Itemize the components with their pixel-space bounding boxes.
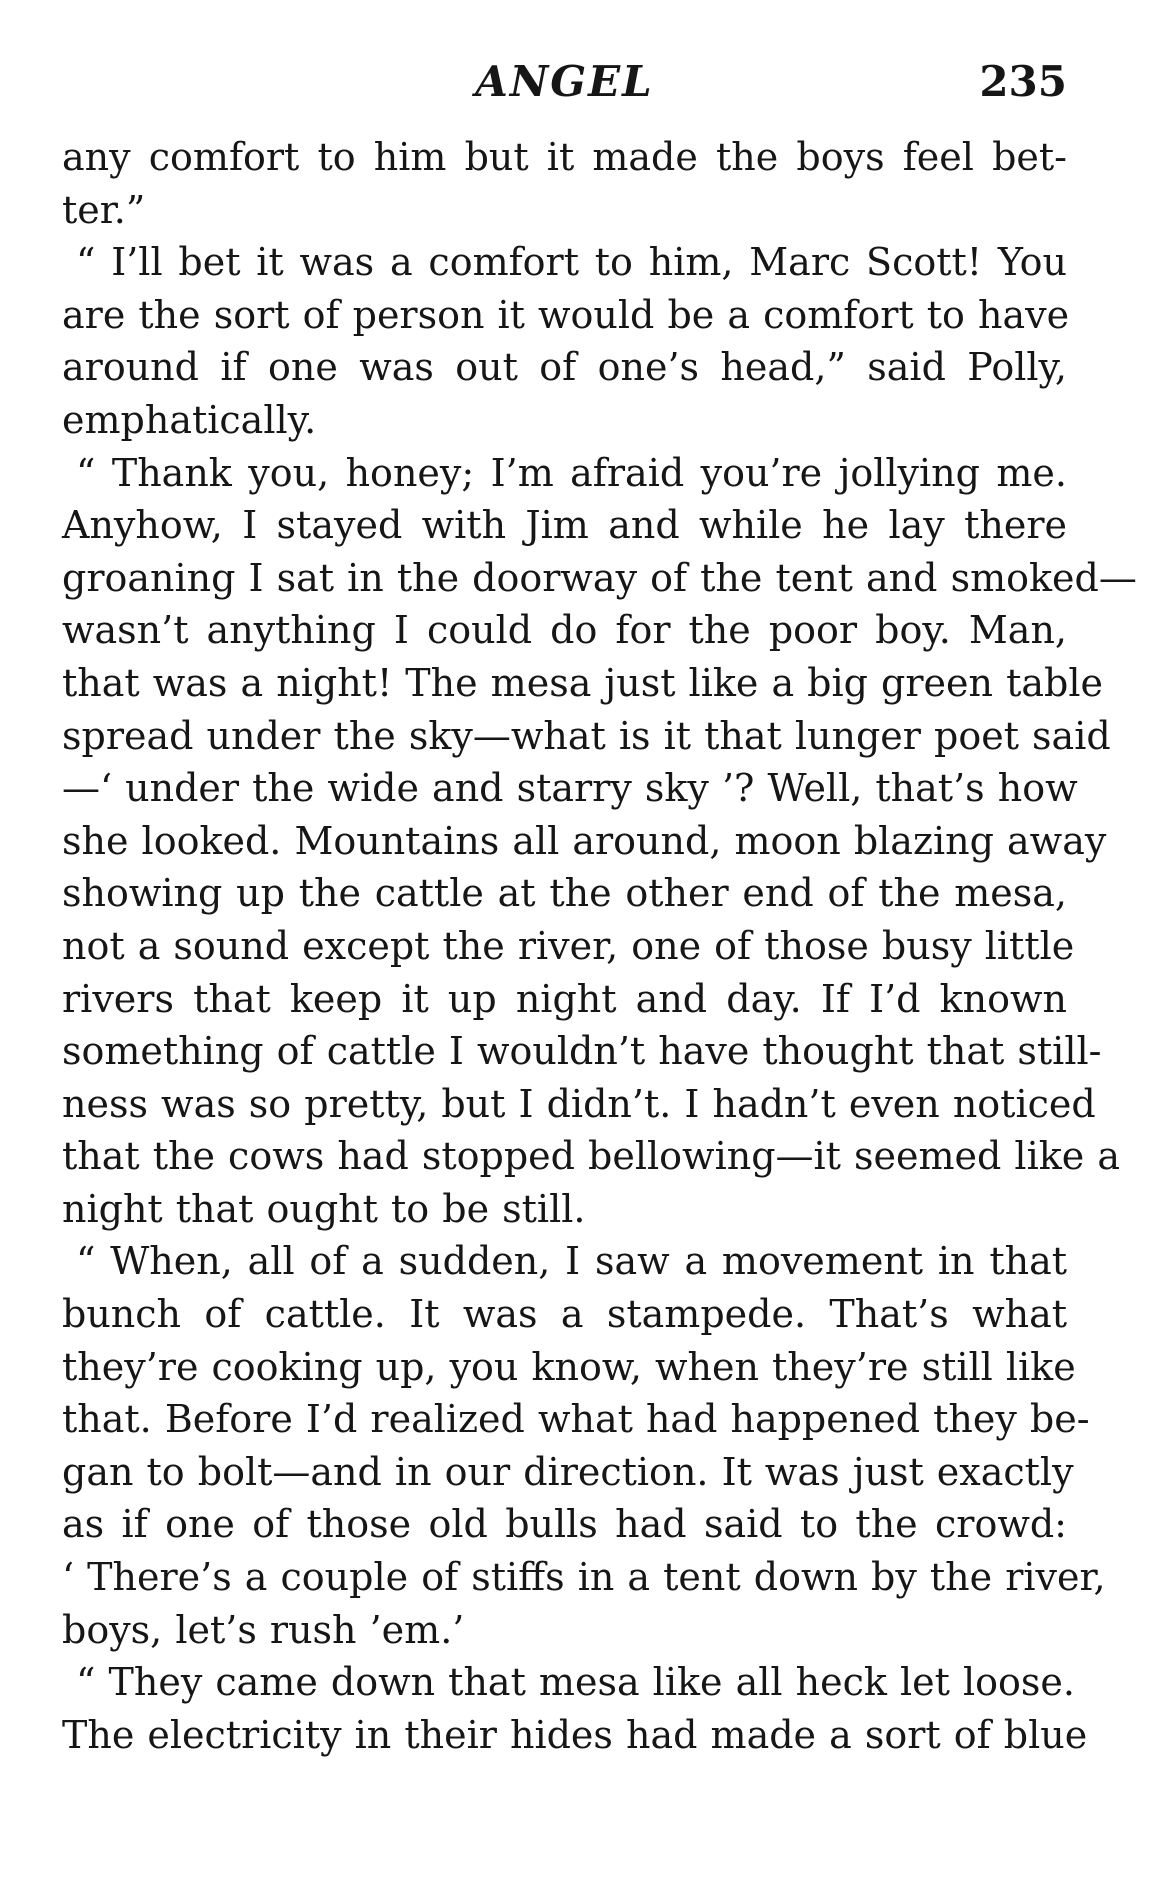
text-line: not a sound except the river, one of those busy little — [62, 923, 1075, 968]
text-line: gan to bolt—and in our direction. It was just exactly — [62, 1449, 1074, 1494]
text-line: groaning I sat in the doorway of the tent and smoked— — [62, 555, 1137, 600]
text-line: “ I’ll bet it was a comfort to him, Marc Scott! You — [76, 240, 1067, 285]
text-line: “ They came down that mesa like all heck let loose. — [76, 1660, 1075, 1705]
text-line: boys, let’s rush ’em.’ — [62, 1607, 465, 1652]
running-title: ANGEL — [475, 57, 654, 106]
text-line: bunch of cattle. It was a stampede. That’s what — [62, 1292, 1067, 1337]
text-line: around if one was out of one’s head,” said Polly, — [62, 345, 1067, 390]
text-line: that the cows had stopped bellowing—it seemed like a — [62, 1134, 1120, 1179]
text-line: emphatically. — [62, 397, 317, 442]
text-line: showing up the cattle at the other end of the mesa, — [62, 871, 1067, 916]
text-line: rivers that keep it up night and day. If I’d known — [62, 976, 1067, 1021]
page-number: 235 — [979, 57, 1067, 106]
text-line: any comfort to him but it made the boys feel bet- — [62, 135, 1067, 179]
text-line: The electricity in their hides had made a sort of blue — [62, 1712, 1088, 1757]
text-line: “ When, all of a sudden, I saw a movement in that — [76, 1239, 1067, 1284]
text-line: night that ought to be still. — [62, 1186, 586, 1231]
text-line: Anyhow, I stayed with Jim and while he lay there — [62, 503, 1067, 548]
text-line: wasn’t anything I could do for the poor boy. Man, — [62, 608, 1067, 653]
text-line: ‘ There’s a couple of stiffs in a tent down by the river, — [62, 1555, 1106, 1600]
running-head — [62, 52, 1067, 112]
text-line: “ Thank you, honey; I’m afraid you’re jollying me. — [76, 450, 1067, 495]
text-line: that was a night! The mesa just like a big green table — [62, 660, 1103, 705]
text-line: —‘ under the wide and starry sky ’? Well, that’s how — [62, 766, 1078, 811]
text-line: something of cattle I wouldn’t have thought that still- — [62, 1029, 1102, 1074]
text-line: spread under the sky—what is it that lunger poet said — [62, 713, 1111, 758]
text-line: that. Before I’d realized what had happened they be- — [62, 1397, 1090, 1442]
text-line: ter.” — [62, 187, 146, 232]
text-line: are the sort of person it would be a comfort to have — [62, 292, 1070, 337]
text-line: ness was so pretty, but I didn’t. I hadn’t even noticed — [62, 1081, 1096, 1126]
text-line: she looked. Mountains all around, moon blazing away — [62, 818, 1107, 863]
text-line: they’re cooking up, you know, when they’re still like — [62, 1344, 1076, 1389]
text-line: as if one of those old bulls had said to the crowd: — [62, 1502, 1067, 1547]
body-text — [62, 131, 1137, 1761]
